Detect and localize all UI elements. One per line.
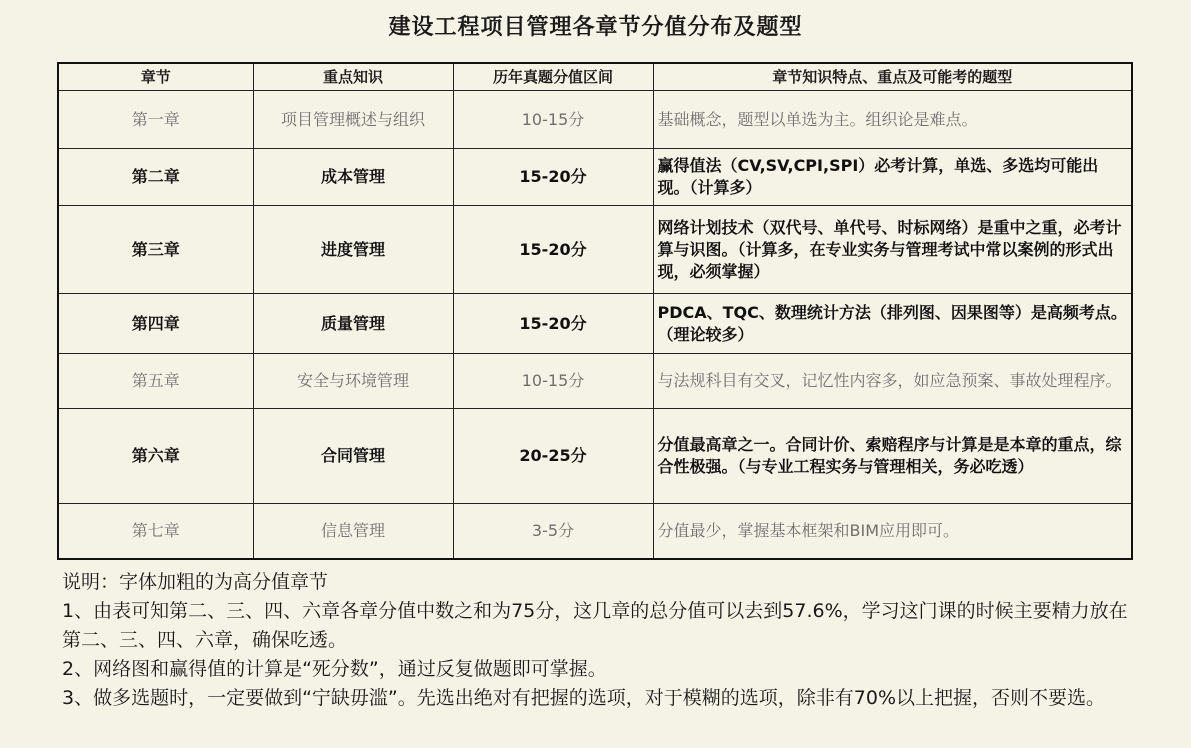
- chapter-cell: 第三章: [58, 206, 253, 294]
- table-row: [58, 149, 1132, 206]
- description-cell: PDCA、TQC、数理统计方法（排列图、因果图等）是高频考点。（理论较多）: [653, 294, 1132, 354]
- table-header-row: [58, 63, 1132, 91]
- table-row: [58, 91, 1132, 149]
- chapter-cell: 第六章: [58, 409, 253, 504]
- note-item: 2、网络图和赢得值的计算是“死分数”，通过反复做题即可掌握。: [62, 658, 607, 680]
- score-cell: 20-25分: [453, 409, 653, 504]
- table-row: [58, 354, 1132, 409]
- description-cell: 网络计划技术（双代号、单代号、时标网络）是重中之重，必考计算与识图。（计算多，在专业实务与管理考试中常以案例的形式出现，必须掌握）: [653, 206, 1132, 294]
- topic-cell: 合同管理: [253, 409, 453, 504]
- score-cell: 15-20分: [453, 149, 653, 206]
- chapter-cell: 第一章: [58, 91, 253, 149]
- chapter-cell: 第五章: [58, 354, 253, 409]
- description-cell: 赢得值法（CV,SV,CPI,SPI）必考计算，单选、多选均可能出现。（计算多）: [653, 149, 1132, 206]
- notes-heading: 说明：字体加粗的为高分值章节: [62, 571, 329, 593]
- table-row: [58, 206, 1132, 294]
- chapter-cell: 第七章: [58, 504, 253, 559]
- note-item: 3、做多选题时，一定要做到“宁缺毋滥”。先选出绝对有把握的选项，对于模糊的选项，除非有70%以上把握，否则不要选。: [62, 687, 1106, 709]
- table-row: [58, 409, 1132, 504]
- description-cell: 基础概念，题型以单选为主。组织论是难点。: [653, 91, 1132, 149]
- page-title: 建设工程项目管理各章节分值分布及题型: [388, 15, 803, 40]
- table-row: [58, 294, 1132, 354]
- notes-section: [62, 568, 1142, 713]
- column-header-score: 历年真题分值区间: [453, 63, 653, 91]
- column-header-chapter: 章节: [58, 63, 253, 91]
- topic-cell: 信息管理: [253, 504, 453, 559]
- chapter-cell: 第四章: [58, 294, 253, 354]
- score-cell: 3-5分: [453, 504, 653, 559]
- topic-cell: 成本管理: [253, 149, 453, 206]
- score-cell: 10-15分: [453, 91, 653, 149]
- score-cell: 10-15分: [453, 354, 653, 409]
- score-cell: 15-20分: [453, 294, 653, 354]
- table-row: [58, 504, 1132, 559]
- description-cell: 与法规科目有交叉，记忆性内容多，如应急预案、事故处理程序。: [653, 354, 1132, 409]
- topic-cell: 质量管理: [253, 294, 453, 354]
- chapter-cell: 第二章: [58, 149, 253, 206]
- topic-cell: 安全与环境管理: [253, 354, 453, 409]
- score-cell: 15-20分: [453, 206, 653, 294]
- description-cell: 分值最少，掌握基本框架和BIM应用即可。: [653, 504, 1132, 559]
- column-header-description: 章节知识特点、重点及可能考的题型: [653, 63, 1132, 91]
- score-distribution-table: [57, 62, 1133, 560]
- column-header-topic: 重点知识: [253, 63, 453, 91]
- topic-cell: 项目管理概述与组织: [253, 91, 453, 149]
- description-cell: 分值最高章之一。合同计价、索赔程序与计算是是本章的重点，综合性极强。（与专业工程实务与管理相关，务必吃透）: [653, 409, 1132, 504]
- topic-cell: 进度管理: [253, 206, 453, 294]
- note-item: 1、由表可知第二、三、四、六章各章分值中数之和为75分，这几章的总分值可以去到57.6%，学习这门课的时候主要精力放在第二、三、四、六章，确保吃透。: [62, 600, 1128, 651]
